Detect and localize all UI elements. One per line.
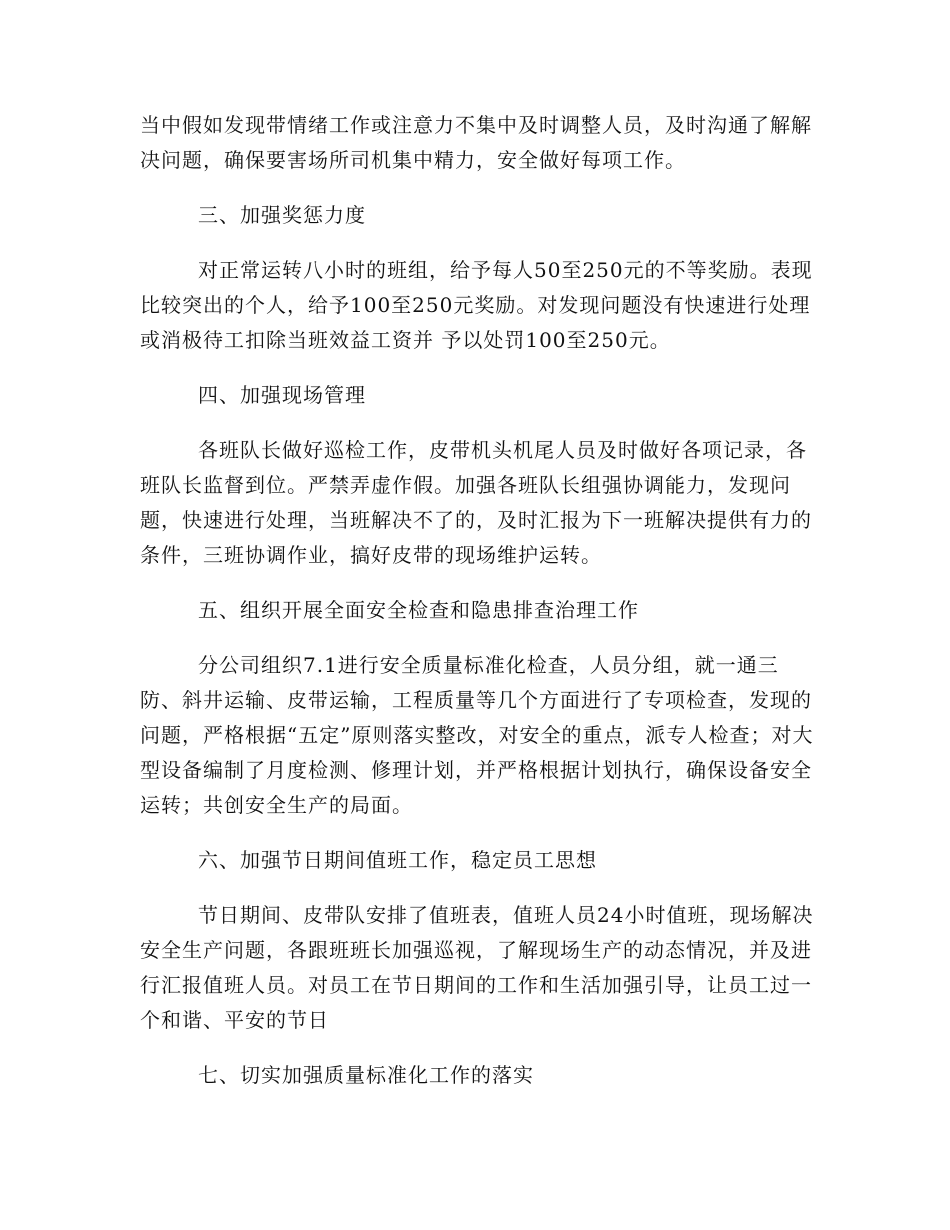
section-heading-site-management: 四、加强现场管理 (198, 383, 366, 407)
section-heading-holiday-duty: 六、加强节日期间值班工作，稳定员工思想 (198, 848, 597, 872)
paragraph-continued: 当中假如发现带情绪工作或注意力不集中及时调整人员，及时沟通了解解决问题，确保要害场所司机集中精力，安全做好每项工作。 (140, 113, 812, 172)
paragraph-holiday-duty: 节日期间、皮带队安排了值班表，值班人员24小时值班，现场解决安全生产问题，各跟班班长加强巡视，了解现场生产的动态情况，并及进行汇报值班人员。对员工在节日期间的工作和生活加强引导，让员工过一个和谐、平安的节日 (140, 903, 814, 1032)
section-heading-quality-standardization: 七、切实加强质量标准化工作的落实 (198, 1063, 534, 1087)
section-heading-safety-inspection: 五、组织开展全面安全检查和隐患排查治理工作 (198, 598, 639, 622)
paragraph-site-management: 各班队长做好巡检工作，皮带机头机尾人员及时做好各项记录，各班队长监督到位。严禁弄虚作假。加强各班队长组强协调能力，发现问题，快速进行处理，当班解决不了的，及时汇报为下一班解决提供有力的条件，三班协调作业，搞好皮带的现场维护运转。 (140, 438, 812, 567)
section-heading-rewards-penalties: 三、加强奖惩力度 (198, 203, 366, 227)
paragraph-rewards-penalties: 对正常运转八小时的班组，给予每人50至250元的不等奖励。表现比较突出的个人，给予100至250元奖励。对发现问题没有快速进行处理或消极待工扣除当班效益工资并 予以处罚100至250元。 (140, 258, 813, 352)
paragraph-safety-inspection: 分公司组织7.1进行安全质量标准化检查，人员分组，就一通三防、斜井运输、皮带运输，工程质量等几个方面进行了专项检查，发现的问题，严格根据“五定”原则落实整改，对安全的重点，派专人检查；对大型设备编制了月度检测、修理计划，并严格根据计划执行，确保设备安全运转；共创安全生产的局面。 (140, 653, 814, 817)
